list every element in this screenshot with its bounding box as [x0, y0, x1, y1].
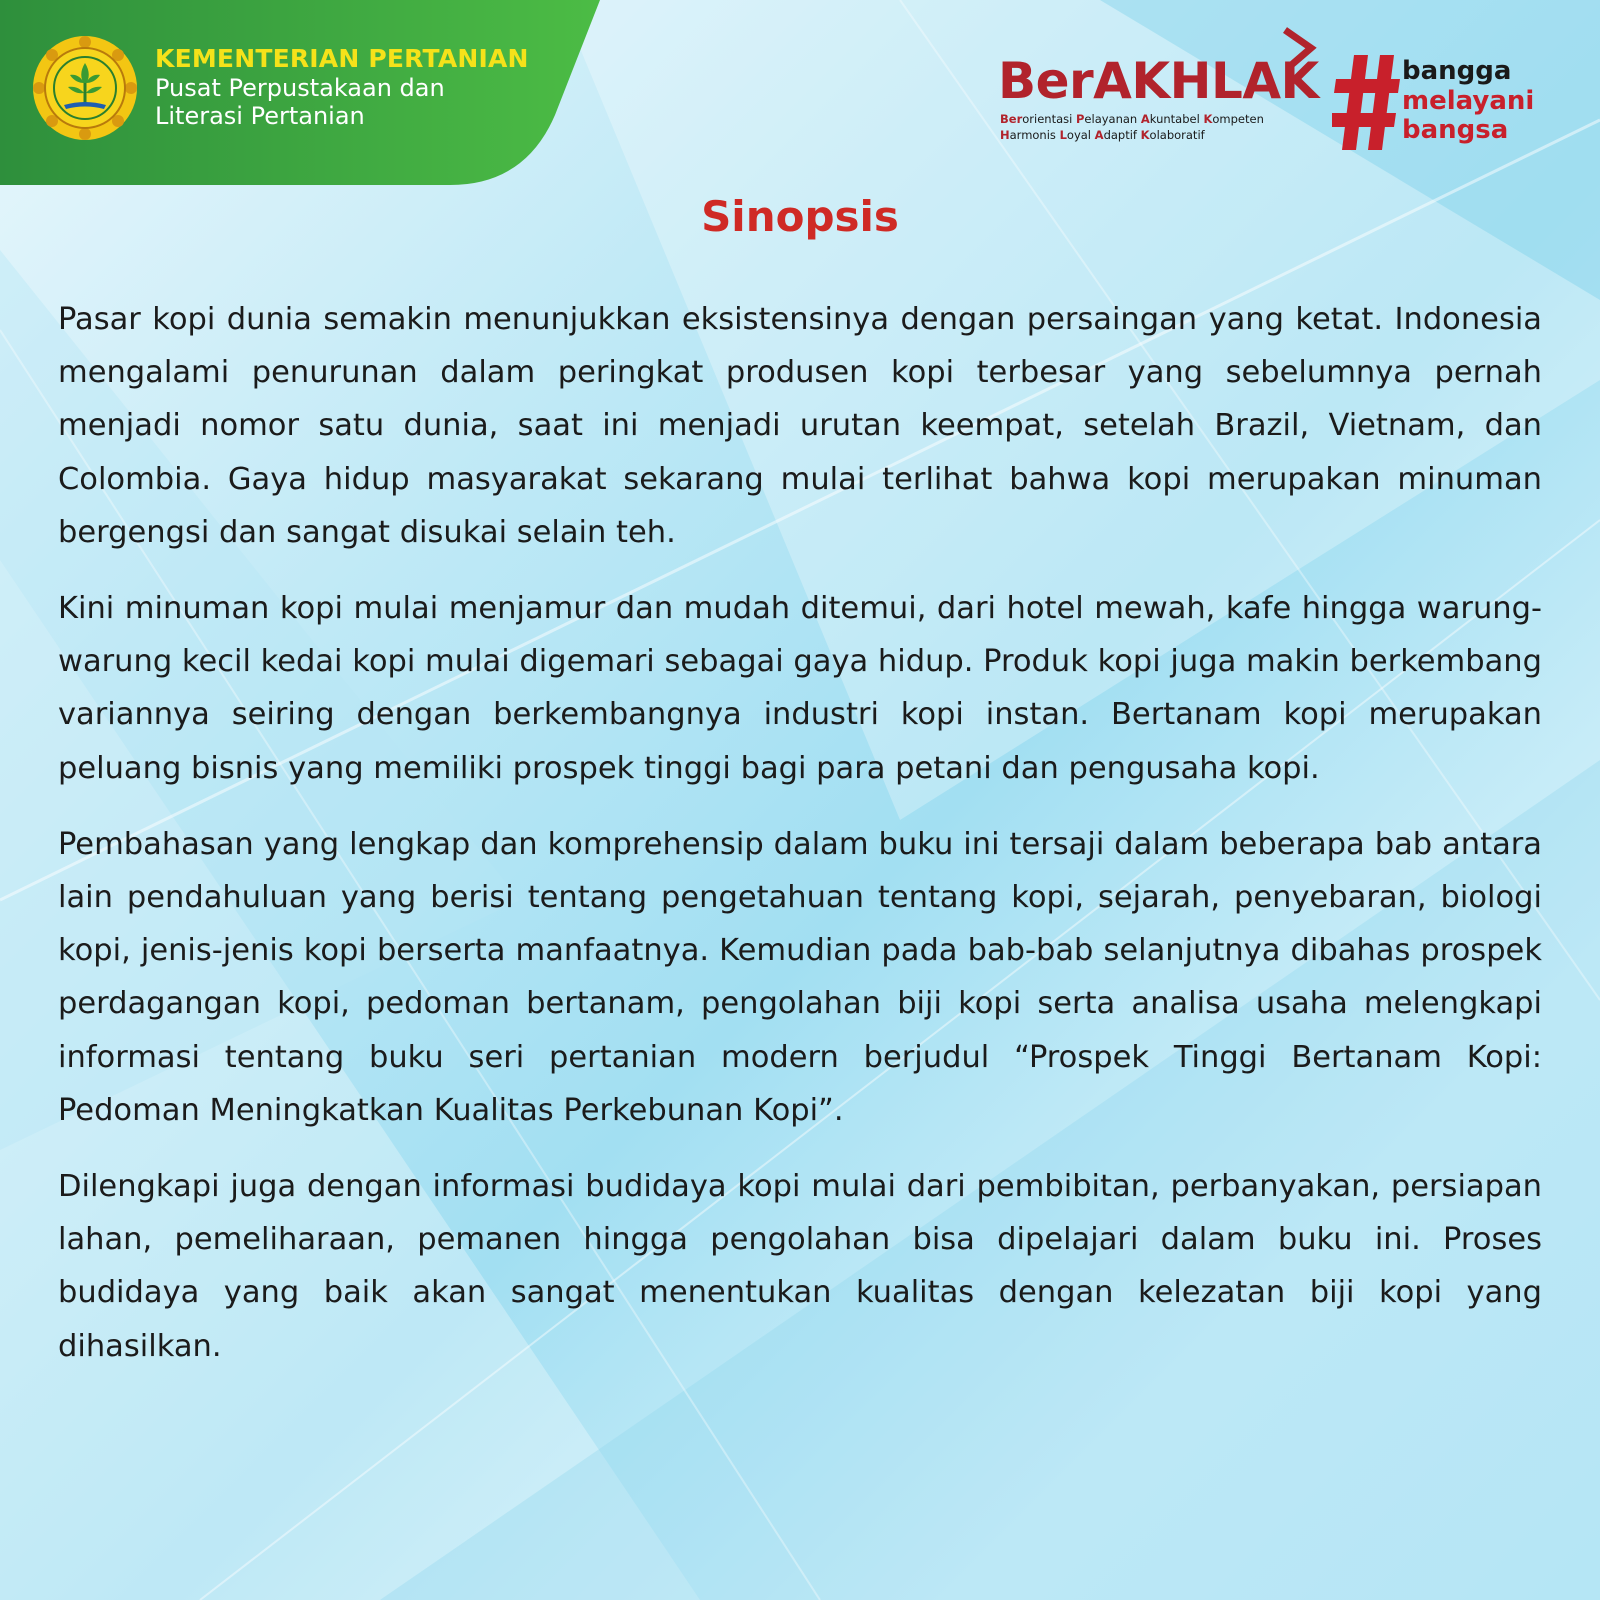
paragraph: Pembahasan yang lengkap dan komprehensip dalam buku ini tersaji dalam beberapa bab antara lain pendahuluan yang berisi tentang pengetahuan tentang kopi, sejarah, penyebaran, biologi kopi, jenis-jenis kopi berserta manfaatnya. Kemudian pada bab-bab selanjutnya dibahas prospek perdagangan kopi, pedoman bertanam, pengolahan biji kopi serta analisa usaha melengkapi informasi tentang buku seri pertanian modern berjudul “Prospek Tinggi Bertanam Kopi: Pedoman Meningkatkan Kualitas Perkebunan Kopi”.	[58, 826, 1542, 1128]
hashtag-line2: melayani	[1402, 85, 1535, 116]
berakhlak-wordmark: BerAKHLAK	[998, 52, 1319, 110]
organization-block	[155, 44, 529, 130]
org-sub-line2: Literasi Pertanian	[155, 101, 365, 130]
tagline-line2: Harmonis Loyal Adaptif Kolaboratif	[1000, 127, 1205, 142]
org-sub-line1: Pusat Perpustakaan dan	[155, 73, 445, 102]
paragraph: Dilengkapi juga dengan informasi budidaya kopi mulai dari pembibitan, perbanyakan, persiapan lahan, pemeliharaan, pemanen hingga pengolahan bisa dipelajari dalam buku ini. Proses budidaya yang baik akan sangat menentukan kualitas dengan kelezatan biji kopi yang dihasilkan.	[58, 1169, 1542, 1364]
tagline-line1: Berorientasi Pelayanan Akuntabel Kompeten	[1000, 112, 1264, 126]
hashtag-line3: bangsa	[1402, 115, 1509, 146]
hashtag-text	[1402, 57, 1534, 146]
page-title: Sinopsis	[701, 192, 899, 241]
bangga-melayani-bangsa-logo	[1332, 55, 1572, 155]
berakhlak-tagline	[1000, 112, 1264, 143]
hashtag-line1: bangga	[1402, 56, 1512, 86]
org-name: KEMENTERIAN PERTANIAN	[155, 44, 529, 73]
berakhlak-logo	[998, 26, 1343, 151]
paragraph: Kini minuman kopi mulai menjamur dan mudah ditemui, dari hotel mewah, kafe hingga warung-warung kecil kedai kopi mulai digemari sebagai gaya hidup. Produk kopi juga makin berkembang variannya seiring dengan berkembangnya industri kopi instan. Bertanam kopi merupakan peluang bisnis yang memiliki prospek tinggi bagi para petani dan pengusaha kopi.	[58, 591, 1542, 786]
synopsis-body	[58, 293, 1542, 1396]
paragraph: Pasar kopi dunia semakin menunjukkan eksistensinya dengan persaingan yang ketat. Indonesia mengalami penurunan dalam peringkat produsen kopi terbesar yang sebelumnya pernah menjadi nomor satu dunia, saat ini menjadi urutan keempat, setelah Brazil, Vietnam, dan Colombia. Gaya hidup masyarakat sekarang mulai terlihat bahwa kopi merupakan minuman bergengsi dan sangat disukai selain teh.	[58, 302, 1542, 550]
kementan-emblem-icon	[30, 33, 140, 143]
hashtag-icon	[1332, 55, 1402, 150]
